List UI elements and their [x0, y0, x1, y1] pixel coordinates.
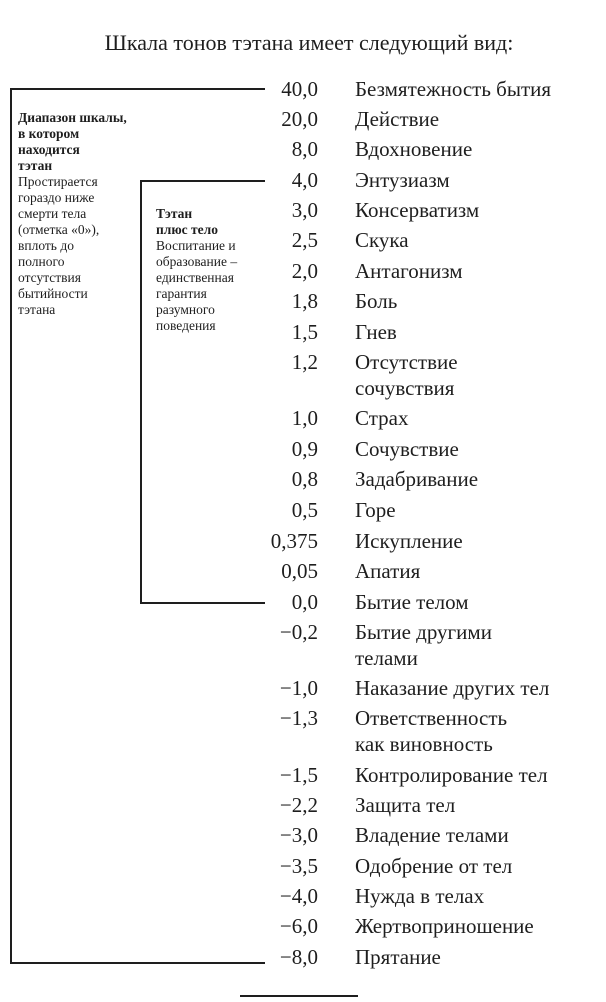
scale-label: Действие: [355, 107, 440, 131]
scale-label: Отсутствие сочувствия: [355, 350, 458, 400]
scale-label: Страх: [355, 406, 409, 430]
scale-value: −1,3: [279, 706, 318, 730]
scale-value: −1,5: [279, 763, 318, 787]
scale-label: Одобрение от тел: [355, 854, 513, 878]
scale-label: Гнев: [355, 320, 397, 344]
scale-label: Нужда в телах: [355, 884, 485, 908]
scale-label: Горе: [355, 498, 396, 522]
outer-range-note-title: Диапазон шкалы, в котором находится тэтан: [18, 110, 127, 173]
scale-label: Антагонизм: [355, 259, 463, 283]
scale-label: Вдохновение: [355, 137, 473, 161]
scale-label: Задабривание: [355, 467, 479, 491]
scale-label: Консерватизм: [355, 198, 480, 222]
scale-value: 0,0: [291, 590, 318, 614]
scale-value: 2,5: [291, 228, 318, 252]
scale-value: −3,5: [279, 854, 318, 878]
scale-label: Бытие телом: [355, 590, 469, 614]
scale-label: Защита тел: [355, 793, 456, 817]
scale-value: −6,0: [279, 914, 318, 938]
scale-label: Владение телами: [355, 823, 509, 847]
scale-value: 0,8: [291, 467, 318, 491]
outer-range-note-body: Простирается гораздо ниже смерти тела (отметка «0»), вплоть до полного отсутствия бытийности тэтана: [18, 174, 100, 317]
scale-value: 4,0: [291, 168, 318, 192]
scale-value: 40,0: [281, 77, 318, 101]
scale-label: Энтузиазм: [355, 168, 450, 192]
scale-value: 8,0: [291, 137, 318, 161]
scale-label: Наказание других тел: [355, 676, 550, 700]
inner-range-note-body: Воспитание и образование – единственная гарантия разумного поведения: [156, 238, 238, 333]
outer-range-note: [18, 110, 142, 318]
scale-value: 0,5: [291, 498, 318, 522]
scale-value: −8,0: [279, 945, 318, 969]
scale-value: 20,0: [281, 107, 318, 131]
scale-label: Контролирование тел: [355, 763, 548, 787]
page-title: Шкала тонов тэтана имеет следующий вид:: [104, 30, 514, 55]
scale-label: Жертвоприношение: [355, 914, 534, 938]
scale-value: 1,0: [291, 406, 318, 430]
inner-range-note-title: Тэтан плюс тело: [156, 206, 218, 237]
scale-value: 2,0: [291, 259, 318, 283]
scale-value: −1,0: [279, 676, 318, 700]
scale-value: 0,9: [291, 437, 318, 461]
scale-value: 0,05: [281, 559, 318, 583]
scale-value: −0,2: [279, 620, 318, 644]
scale-label: Искупление: [355, 529, 463, 553]
scale-value: 1,5: [291, 320, 318, 344]
bottom-rule: [240, 995, 358, 997]
scale-value: −4,0: [279, 884, 318, 908]
scale-value: 1,2: [291, 350, 318, 374]
inner-range-note: [156, 206, 268, 334]
scale-label: Сочувствие: [355, 437, 459, 461]
scale-label: Прятание: [355, 945, 441, 969]
scale-label: Боль: [355, 289, 398, 313]
scale-label: Апатия: [355, 559, 421, 583]
scale-label: Ответственность как виновность: [355, 706, 508, 756]
scale-value: −3,0: [279, 823, 318, 847]
scale-value: 1,8: [291, 289, 318, 313]
scale-value: 0,375: [270, 529, 318, 553]
scale-value: 3,0: [291, 198, 318, 222]
scale-label: Безмятежность бытия: [355, 77, 552, 101]
scale-label: Бытие другими телами: [355, 620, 492, 670]
scale-value: −2,2: [279, 793, 318, 817]
scale-label: Скука: [355, 228, 409, 252]
